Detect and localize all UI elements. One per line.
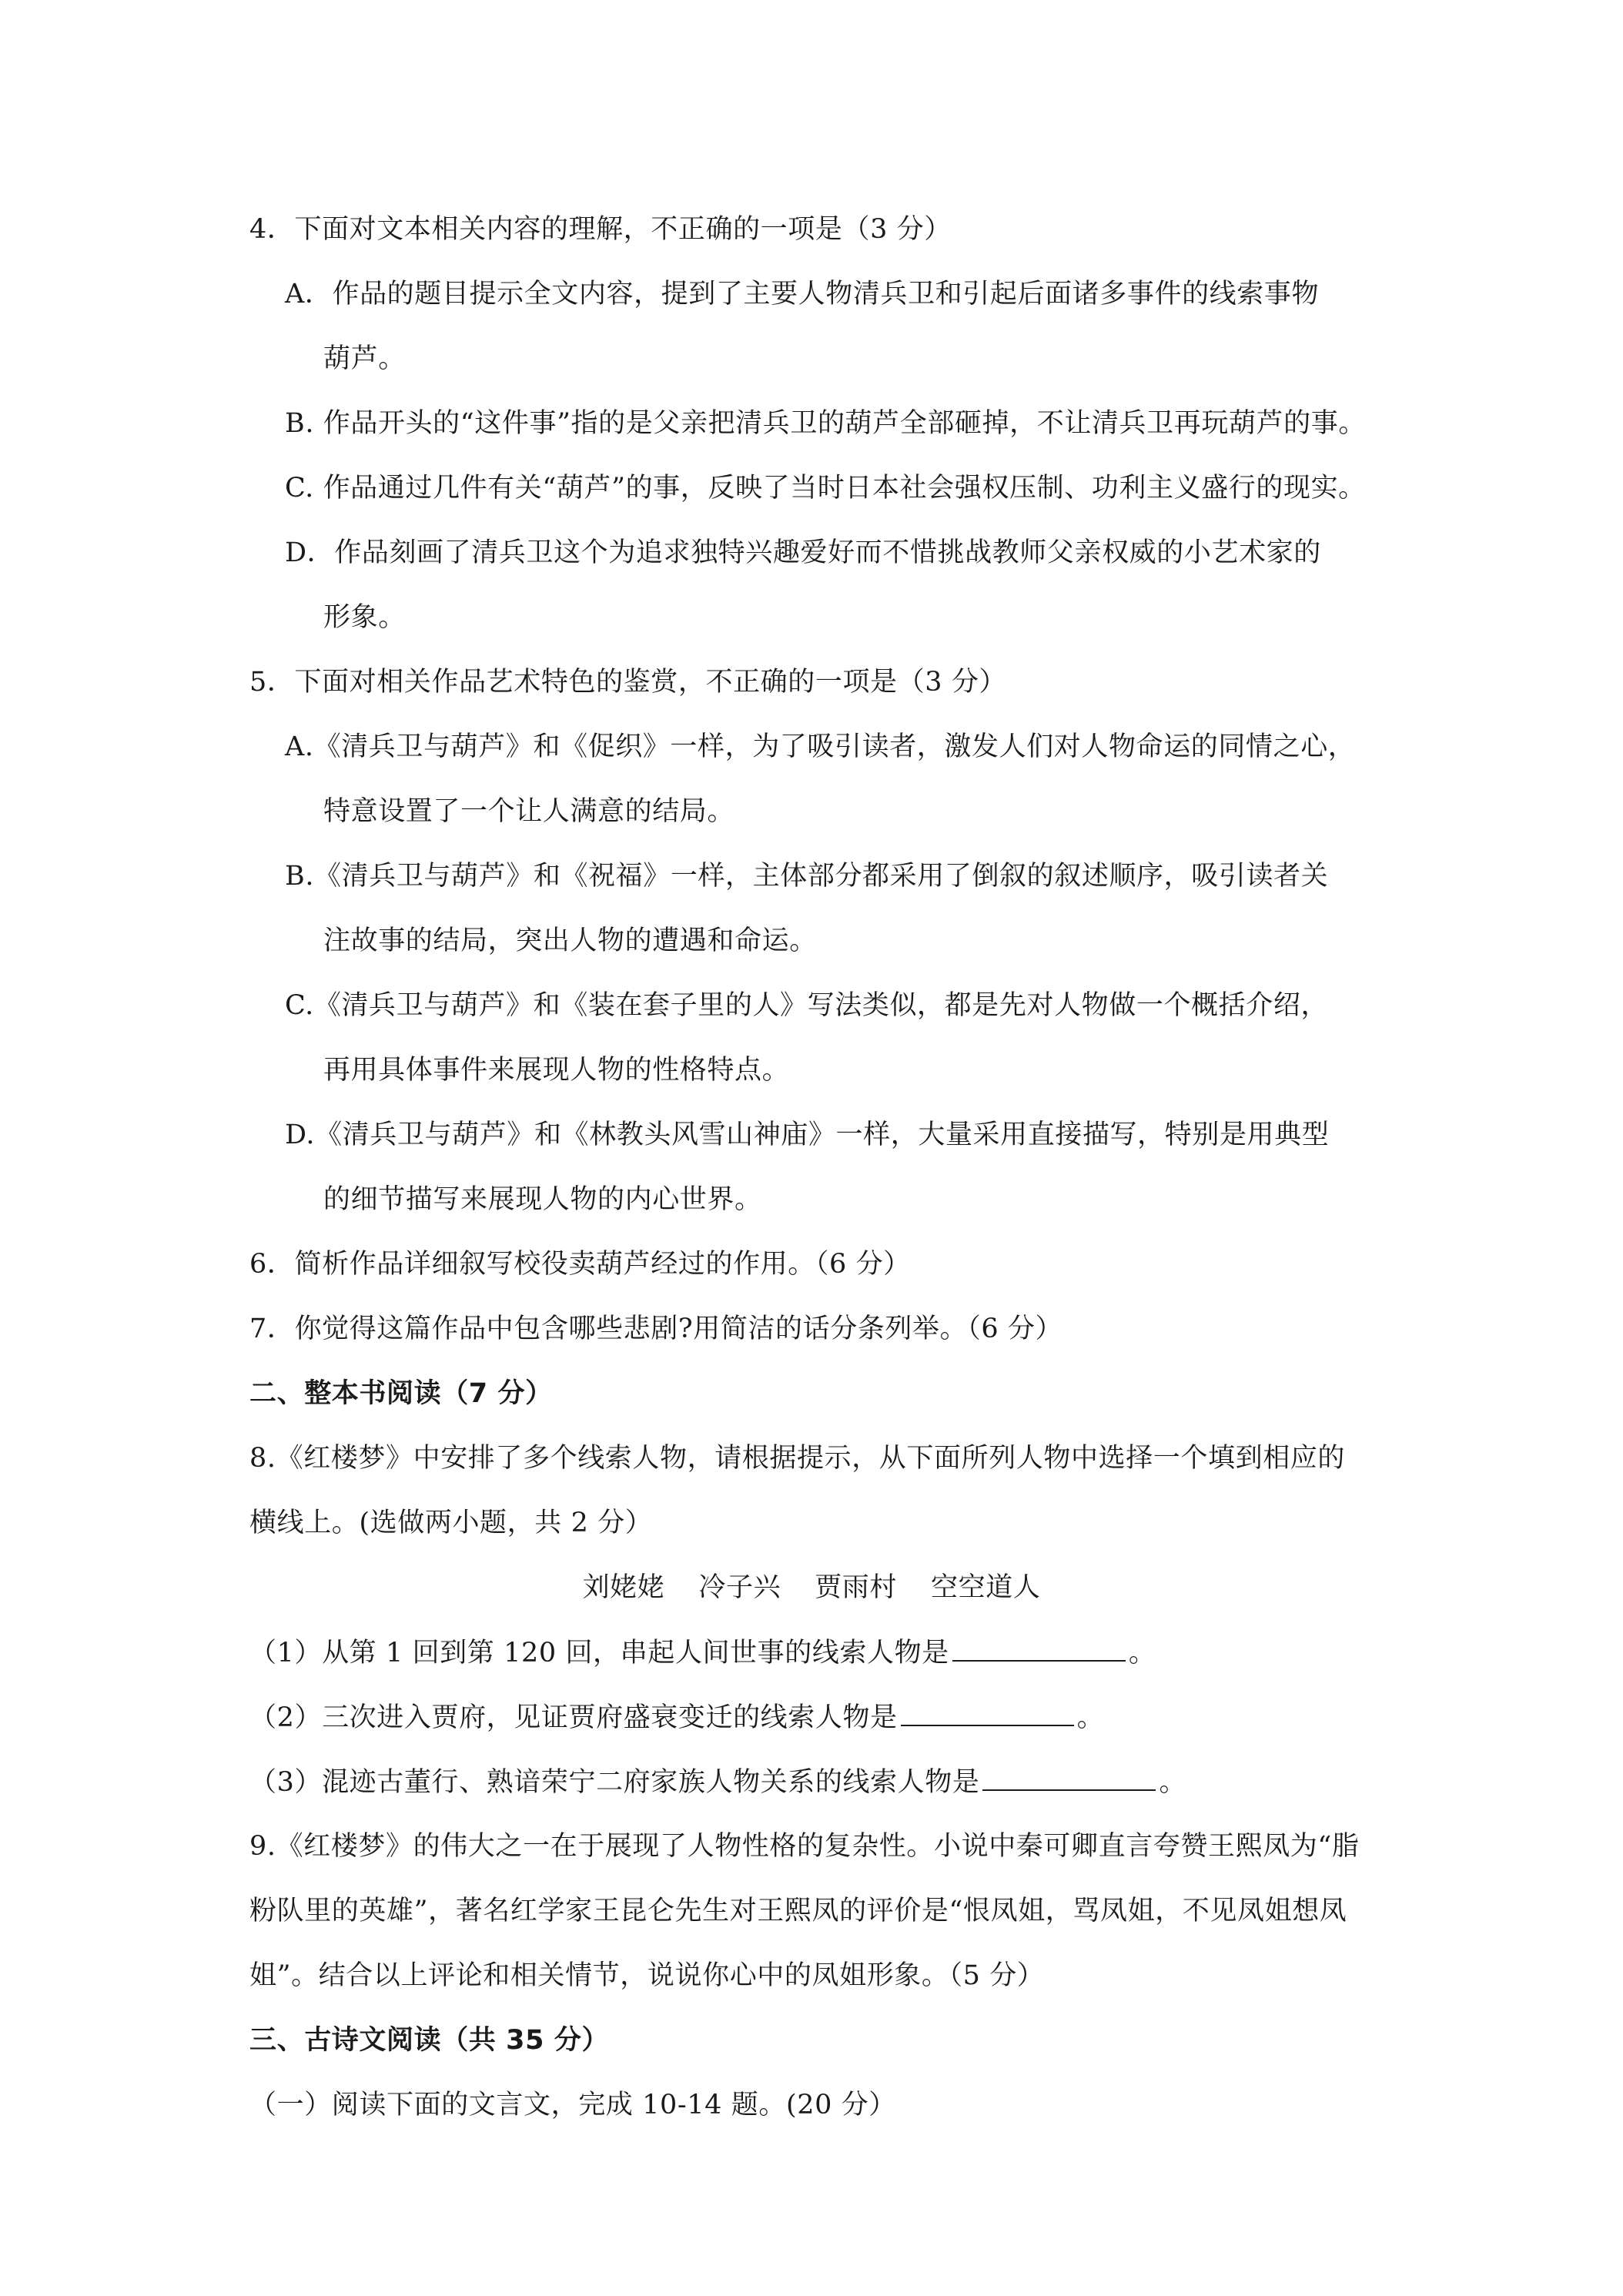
q9-line1: 9.《红楼梦》的伟大之一在于展现了人物性格的复杂性。小说中秦可卿直言夸赞王熙凤为“脂 [249,1831,1360,1862]
section-3-subheading: （一）阅读下面的文言文，完成 10-14 题。(20 分） [249,2090,896,2120]
q5-stem: 5．下面对相关作品艺术特色的鉴赏，不正确的一项是（3 分） [249,667,1007,698]
q8-subquestion-2 [249,1702,1104,1733]
character-name: 贾雨村 [815,1572,898,1603]
q9-line2: 粉队里的英雄”，著名红学家王昆仑先生对王熙凤的评价是“恨凤姐，骂凤姐，不见凤姐想凤 [249,1896,1347,1926]
q7-question: 7．你觉得这篇作品中包含哪些悲剧?用简洁的话分条列举。（6 分） [249,1314,1063,1344]
character-name: 空空道人 [931,1572,1041,1603]
q8-subquestion-3 [249,1766,1186,1798]
q8-character-list [0,1572,1623,1603]
q4-option-c: C. 作品通过几件有关“葫芦”的事，反映了当时日本社会强权压制、功利主义盛行的现实。 [285,473,1366,504]
q8-s2-end: 。 [1076,1702,1105,1733]
q4-option-a-line2: 葫芦。 [323,343,406,374]
character-name: 刘姥姥 [582,1572,665,1603]
q8-s2-text: （2）三次进入贾府，见证贾府盛衰变迁的线索人物是 [249,1702,898,1733]
q4-option-b: B. 作品开头的“这件事”指的是父亲把清兵卫的葫芦全部砸掉，不让清兵卫再玩葫芦的事。 [285,408,1366,439]
q5-option-b-line2: 注故事的结局，突出人物的遭遇和命运。 [323,925,817,956]
answer-blank-3[interactable] [982,1766,1156,1791]
section-3-heading: 三、古诗文阅读（共 35 分） [249,2025,610,2056]
q8-s1-end: 。 [1128,1638,1156,1668]
answer-blank-1[interactable] [952,1637,1126,1662]
q9-line3: 姐”。结合以上评论和相关情节，说说你心中的凤姐形象。（5 分） [249,1960,1045,1991]
character-name: 冷子兴 [698,1572,781,1603]
q5-option-d-line1: D.《清兵卫与葫芦》和《林教头风雪山神庙》一样，大量采用直接描写，特别是用典型 [285,1120,1330,1150]
q8-stem-line2: 横线上。(选做两小题，共 2 分） [249,1508,653,1538]
q5-option-a-line1: A.《清兵卫与葫芦》和《促织》一样，为了吸引读者，激发人们对人物命运的同情之心， [285,731,1356,762]
q5-option-a-line2: 特意设置了一个让人满意的结局。 [323,796,735,827]
q5-option-c-line2: 再用具体事件来展现人物的性格特点。 [323,1055,790,1086]
q5-option-c-line1: C.《清兵卫与葫芦》和《装在套子里的人》写法类似，都是先对人物做一个概括介绍， [285,990,1329,1021]
q4-stem: 4．下面对文本相关内容的理解，不正确的一项是（3 分） [249,214,952,245]
q4-option-d-line1: D．作品刻画了清兵卫这个为追求独特兴趣爱好而不惜挑战教师父亲权威的小艺术家的 [285,537,1321,568]
q6-question: 6．简析作品详细叙写校役卖葫芦经过的作用。（6 分） [249,1249,911,1280]
q8-subquestion-1 [249,1637,1156,1668]
q8-stem-line1: 8.《红楼梦》中安排了多个线索人物，请根据提示，从下面所列人物中选择一个填到相应的 [249,1443,1345,1474]
q5-option-d-line2: 的细节描写来展现人物的内心世界。 [323,1184,762,1215]
section-2-heading: 二、整本书阅读（7 分） [249,1378,553,1409]
q8-s1-text: （1）从第 1 回到第 120 回，串起人间世事的线索人物是 [249,1638,949,1668]
q4-option-d-line2: 形象。 [323,602,406,633]
q8-s3-text: （3）混迹古董行、熟谙荣宁二府家族人物关系的线索人物是 [249,1767,980,1798]
q5-option-b-line1: B.《清兵卫与葫芦》和《祝福》一样，主体部分都采用了倒叙的叙述顺序，吸引读者关 [285,861,1329,892]
q8-s3-end: 。 [1159,1767,1187,1798]
q4-option-a-line1: A．作品的题目提示全文内容，提到了主要人物清兵卫和引起后面诸多事件的线索事物 [285,279,1320,310]
answer-blank-2[interactable] [901,1702,1074,1726]
